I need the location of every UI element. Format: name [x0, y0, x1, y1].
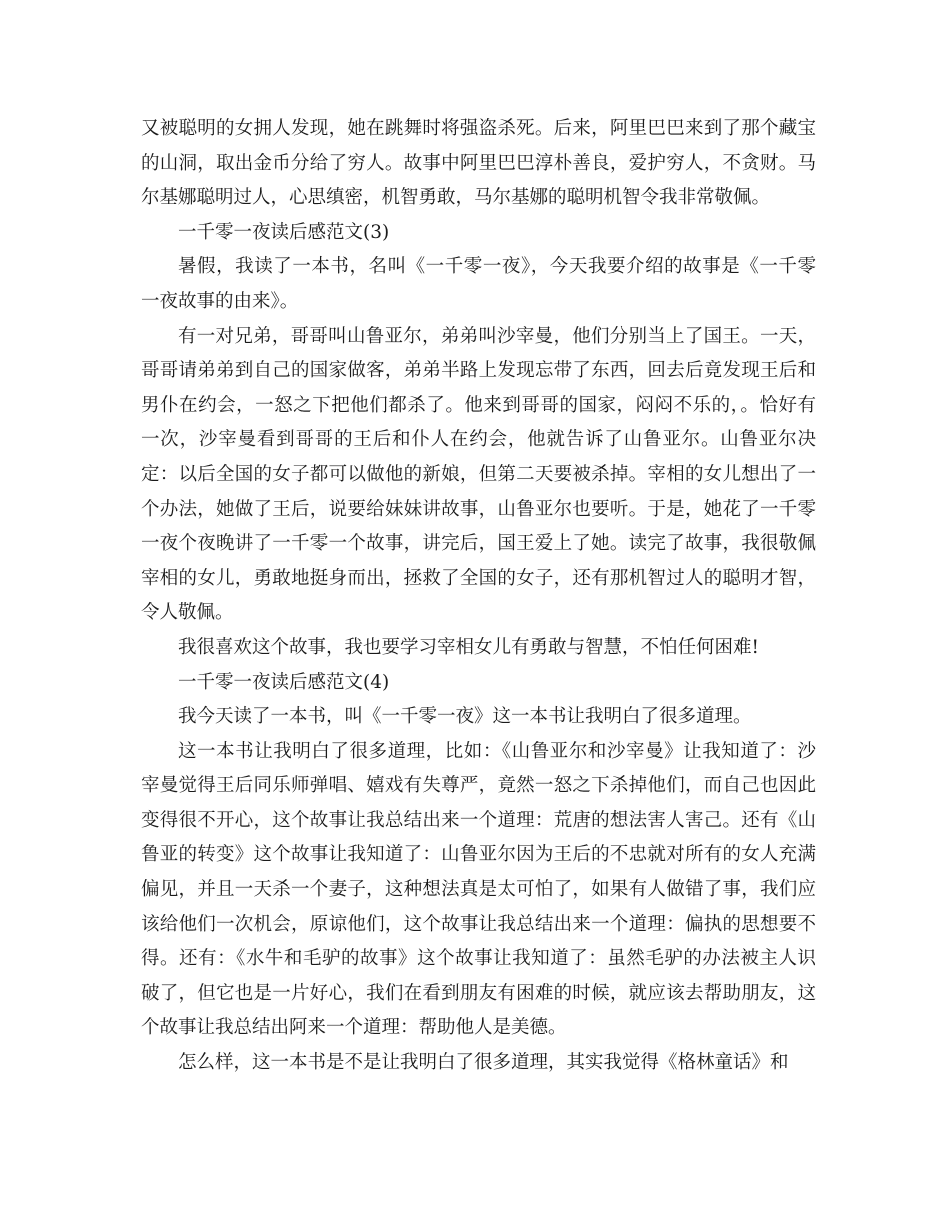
section-heading-4: 一千零一夜读后感范文(4)	[178, 671, 390, 693]
paragraph-2: 暑假，我读了一本书，名叫《一千零一夜》，今天我要介绍的故事是《一千零一夜故事的由来》。	[141, 256, 816, 312]
paragraph-3: 有一对兄弟，哥哥叫山鲁亚尔，弟弟叫沙宰曼，他们分别当上了国王。一天，哥哥请弟弟到自己的国家做客，弟弟半路上发现忘带了东西，回去后竟发现王后和男仆在约会，一怒之下把他们都杀了。他来到哥哥的国家，闷闷不乐的，。恰好有一次，沙宰曼看到哥哥的王后和仆人在约会，他就告诉了山鲁亚尔。山鲁亚尔决定：以后全国的女子都可以做他的新娘，但第二天要被杀掉。宰相的女儿想出了一个办法，她做了王后，说要给妹妹讲故事，山鲁亚尔也要听。于是，她花了一千零一夜个夜晚讲了一千零一个故事，讲完后，国王爱上了她。读完了故事，我很敬佩宰相的女儿，勇敢地挺身而出，拯救了全国的女子，还有那机智过人的聪明才智，令人敬佩。	[141, 325, 816, 624]
section-heading-3: 一千零一夜读后感范文(3)	[178, 221, 390, 243]
paragraph-7: 怎么样，这一本书是不是让我明白了很多道理，其实我觉得《格林童话》和	[178, 1052, 789, 1074]
paragraph-6: 这一本书让我明白了很多道理，比如：《山鲁亚尔和沙宰曼》让我知道了：沙宰曼觉得王后同乐师弹唱、嬉戏有失尊严，竟然一怒之下杀掉他们，而自己也因此变得很不开心，这个故事让我总结出来一个道理：荒唐的想法害人害己。还有《山鲁亚的转变》这个故事让我知道了：山鲁亚尔因为王后的不忠就对所有的女人充满偏见，并且一天杀一个妻子，这种想法真是太可怕了，如果有人做错了事，我们应该给他们一次机会，原谅他们，这个故事让我总结出来一个道理：偏执的思想要不得。还有：《水牛和毛驴的故事》这个故事让我知道了：虽然毛驴的办法被主人识破了，但它也是一片好心，我们在看到朋友有困难的时候，就应该去帮助朋友，这个故事让我总结出阿来一个道理：帮助他人是美德。	[141, 740, 816, 1039]
paragraph-5: 我今天读了一本书，叫《一千零一夜》这一本书让我明白了很多道理。	[178, 706, 752, 728]
paragraph-4: 我很喜欢这个故事，我也要学习宰相女儿有勇敢与智慧，不怕任何困难!	[178, 636, 759, 658]
paragraph-1: 又被聪明的女拥人发现，她在跳舞时将强盗杀死。后来，阿里巴巴来到了那个藏宝的山洞，取出金币分给了穷人。故事中阿里巴巴淳朴善良，爱护穷人，不贪财。马尔基娜聪明过人，心思缜密，机智勇敢，马尔基娜的聪明机智令我非常敬佩。	[141, 118, 816, 209]
document-body	[141, 112, 816, 1081]
